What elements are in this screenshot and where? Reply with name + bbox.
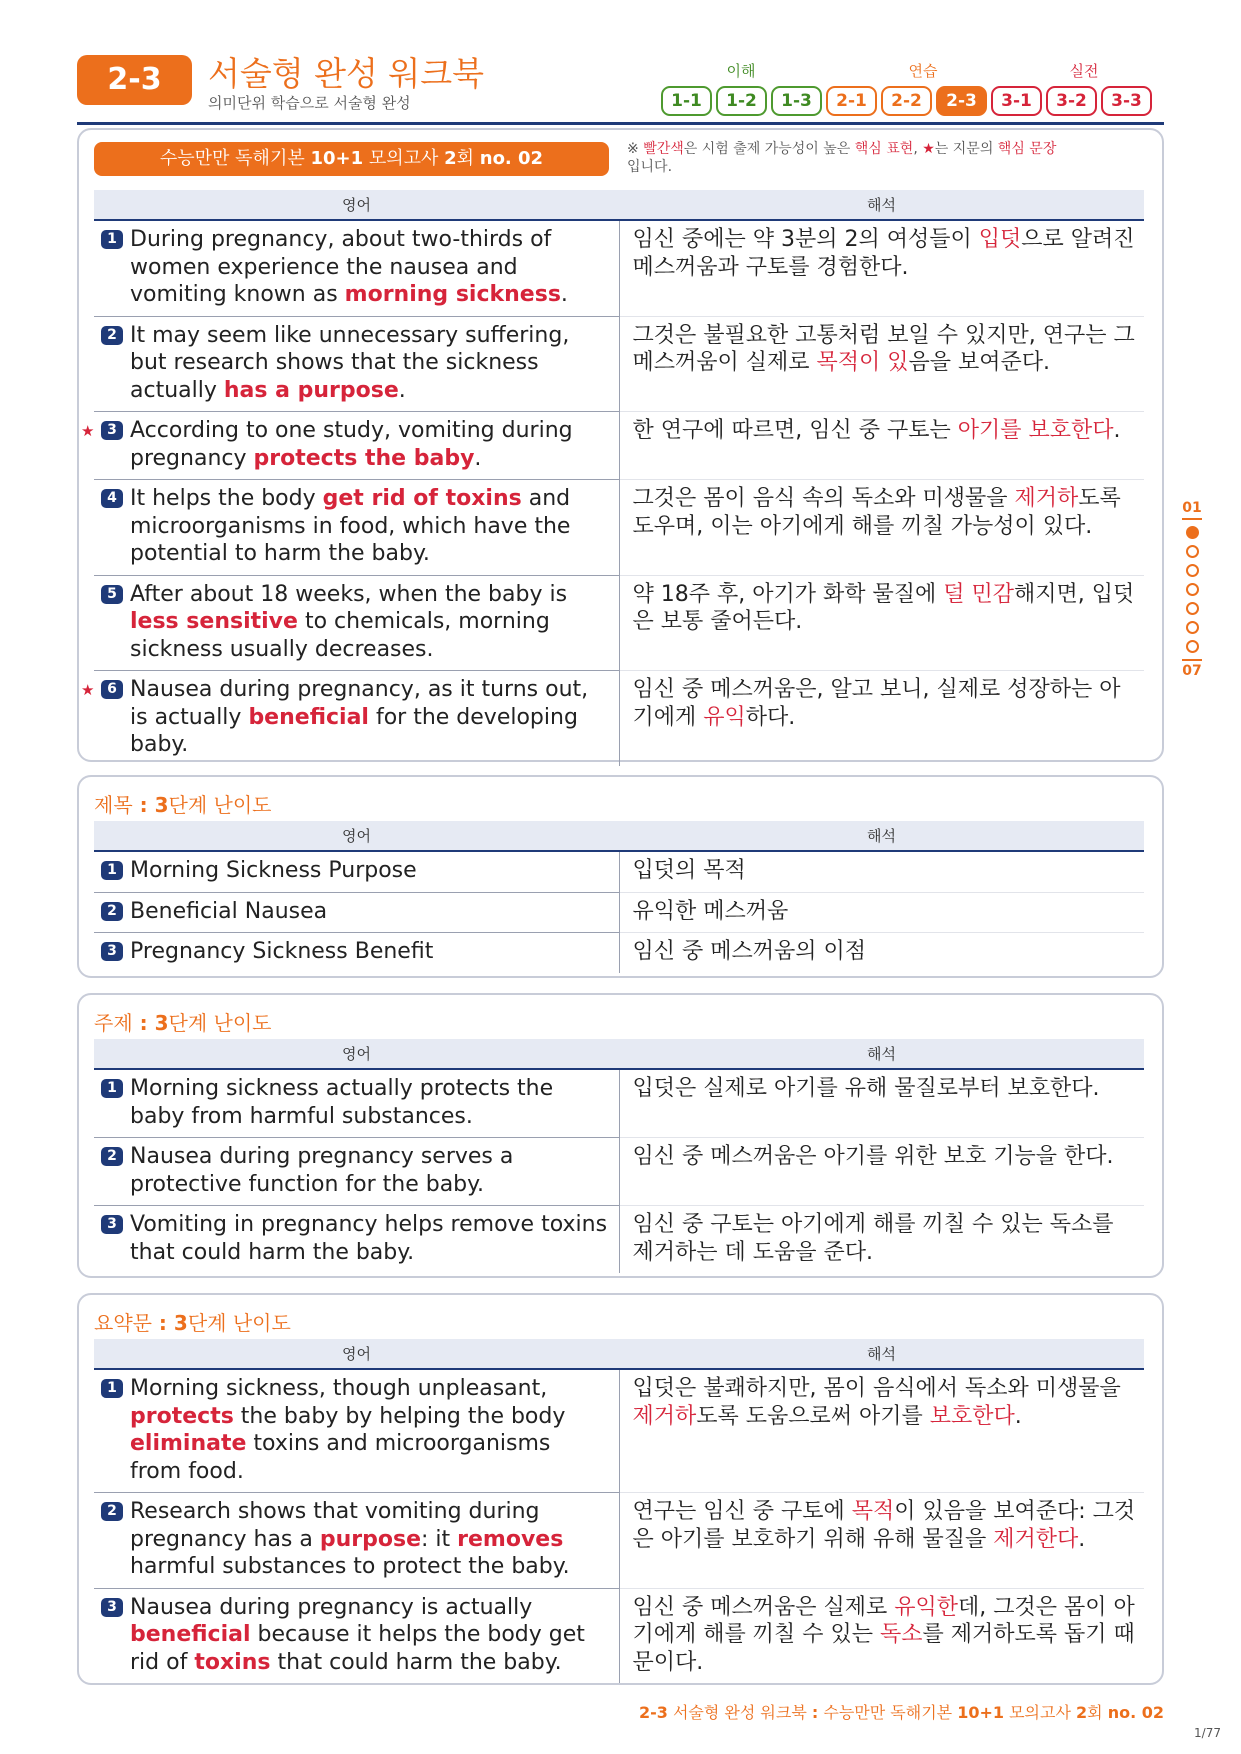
- text-segment: 음을 보여준다.: [908, 350, 1051, 375]
- page-subtitle: 의미단위 학습으로 서술형 완성: [208, 94, 411, 112]
- english-cell: [94, 1493, 619, 1589]
- row-number-badge: 3: [101, 1598, 123, 1617]
- column-header-korean: 해석: [619, 190, 1144, 220]
- key-expression: 제거하: [1014, 486, 1079, 511]
- text-segment: 으로 알려진 메스꺼움과 구토를 경험한다.: [632, 227, 1135, 280]
- korean-cell: [619, 1069, 1144, 1138]
- key-expression: 입덧: [978, 227, 1022, 252]
- table-row: [94, 220, 1144, 316]
- key-expression: less sensitive: [130, 609, 298, 634]
- text-segment: 하다.: [745, 704, 796, 730]
- row-number-badge: 2: [101, 902, 123, 921]
- text-segment: to chemicals, morning sickness usually decreases.: [130, 609, 550, 662]
- english-cell: [94, 1369, 619, 1493]
- key-expression: protects the baby: [253, 445, 475, 471]
- title-table: [94, 821, 1144, 973]
- english-cell: [94, 892, 619, 933]
- section-title: 주제 : 3단계 난이도: [94, 1011, 272, 1035]
- key-expression: 목적: [851, 1499, 895, 1524]
- page-footer: 2-3 서술형 완성 워크북 : 수능만만 독해기본 10+1 모의고사 2회 no. 02: [638, 1703, 1164, 1722]
- step-button-3-3[interactable]: 3-3: [1101, 86, 1152, 116]
- page-dot-icon[interactable]: [1186, 640, 1199, 653]
- text-segment: 한 연구에 따르면, 임신 중 구토는: [632, 418, 958, 443]
- text-segment: After about 18 weeks, when the baby is: [130, 581, 568, 607]
- key-expression: 유익: [703, 704, 746, 730]
- row-number-badge: 5: [101, 585, 123, 604]
- text-segment: 임신 중 메스꺼움은, 알고 보니, 실제로 성장하는 아기에게: [632, 677, 1121, 730]
- column-header-english: 영어: [94, 1339, 619, 1369]
- text-segment: Morning Sickness Purpose: [130, 858, 417, 883]
- key-expression: 목적이 있: [816, 350, 909, 375]
- table-row: [94, 1206, 1144, 1274]
- text-segment: the baby by helping the body: [233, 1403, 566, 1429]
- key-expression: protects: [130, 1403, 234, 1429]
- key-expression: 제거하: [632, 1403, 697, 1429]
- korean-cell: [619, 316, 1144, 412]
- text-segment: toxins and microorganisms from food.: [130, 1431, 551, 1484]
- text-segment: It may seem like unnecessary suffering, but research shows that the sickness actually: [130, 322, 570, 403]
- step-button-2-1[interactable]: 2-1: [826, 86, 877, 116]
- text-segment: Nausea during pregnancy, as it turns out, is actually: [130, 677, 589, 730]
- korean-cell: [619, 1138, 1144, 1206]
- text-segment: It helps the body: [130, 486, 323, 511]
- key-expression: beneficial: [248, 704, 369, 730]
- text-segment: 해지면, 입덧은 보통 줄어든다.: [632, 581, 1135, 634]
- key-expression: 유익한: [894, 1594, 959, 1620]
- column-header-korean: 해석: [619, 1039, 1144, 1069]
- theme-table: [94, 1039, 1144, 1273]
- column-header-korean: 해석: [619, 821, 1144, 851]
- korean-cell: [619, 851, 1144, 892]
- step-group-label: 연습: [908, 62, 938, 80]
- table-row: [94, 1069, 1144, 1138]
- row-number-badge: 2: [101, 1147, 123, 1166]
- english-cell: [94, 316, 619, 412]
- step-button-2-3[interactable]: 2-3: [936, 86, 987, 116]
- step-button-1-1[interactable]: 1-1: [661, 86, 712, 116]
- english-cell: [94, 1206, 619, 1274]
- side-nav-end: 07: [1182, 663, 1202, 679]
- korean-cell: [619, 933, 1144, 973]
- table-row: [94, 316, 1144, 412]
- page-side-navigation: [1180, 500, 1204, 679]
- text-segment: Beneficial Nausea: [130, 898, 328, 924]
- text-segment: 임신 중 메스꺼움은 실제로: [632, 1594, 895, 1620]
- row-number-badge: 1: [101, 1079, 123, 1098]
- key-expression: purpose: [319, 1526, 421, 1552]
- table-row: [94, 1369, 1144, 1493]
- page-dot-icon[interactable]: [1186, 583, 1199, 596]
- table-row: [94, 892, 1144, 933]
- text-segment: .: [1113, 418, 1121, 443]
- side-nav-divider: [1182, 518, 1202, 520]
- english-cell: [81, 412, 619, 480]
- english-cell: [94, 220, 619, 316]
- key-expression: toxins: [194, 1649, 271, 1675]
- passage-table: [81, 190, 1144, 766]
- text-segment: 이 있음을 보여준다: 그것은 아기를 보호하기 위해 유해 물질을: [632, 1499, 1136, 1552]
- column-header-korean: 해석: [619, 1339, 1144, 1369]
- text-segment: 입덧은 불쾌하지만, 몸이 음식에서 독소와 미생물을: [632, 1376, 1121, 1401]
- section-title: 요약문 : 3단계 난이도: [94, 1311, 291, 1335]
- page-number: 1/77: [1194, 1726, 1221, 1740]
- key-expression: eliminate: [130, 1431, 247, 1456]
- row-number-badge: 1: [101, 230, 123, 249]
- text-segment: 입덧은 실제로 아기를 유해 물질로부터 보호한다.: [632, 1076, 1100, 1101]
- korean-cell: [619, 671, 1144, 766]
- key-sentence-star-icon: ★: [81, 422, 95, 440]
- text-segment: 그것은 불필요한 고통처럼 보일 수 있지만, 연구는 그 메스꺼움이 실제로: [632, 322, 1135, 375]
- text-segment: During pregnancy, about two-thirds of women experience the nausea and vomiting known as: [130, 227, 552, 307]
- key-expression: beneficial: [130, 1622, 251, 1647]
- text-segment: 연구는 임신 중 구토에: [632, 1499, 852, 1524]
- text-segment: Pregnancy Sickness Benefit: [130, 939, 434, 964]
- key-expression: 덜 민감: [943, 581, 1014, 607]
- table-row: [94, 480, 1144, 576]
- row-number-badge: 3: [101, 1215, 123, 1234]
- text-segment: Morning sickness actually protects the baby from harmful substances.: [130, 1076, 554, 1129]
- text-segment: 임신 중 메스꺼움의 이점: [632, 939, 867, 964]
- theme-section-panel: [77, 993, 1164, 1278]
- row-number-badge: 4: [101, 489, 123, 508]
- page-dot-icon[interactable]: [1186, 621, 1199, 634]
- column-header-english: 영어: [94, 190, 619, 220]
- table-row: [94, 575, 1144, 671]
- page-dot-icon[interactable]: [1186, 564, 1199, 577]
- text-segment: 약 18주 후, 아기가 화학 물질에: [632, 581, 944, 607]
- summary-table: [94, 1339, 1144, 1683]
- text-segment: 그것은 몸이 음식 속의 독소와 미생물을: [632, 486, 1015, 511]
- text-segment: Vomiting in pregnancy helps remove toxins that could harm the baby.: [130, 1212, 608, 1265]
- text-segment: 데, 그것은 몸이 아기에게 해를 끼칠 수 있는: [632, 1594, 1135, 1647]
- text-segment: .: [560, 282, 568, 307]
- text-segment: 임신 중 메스꺼움은 아기를 위한 보호 기능을 한다.: [632, 1144, 1114, 1169]
- text-segment: Research shows that vomiting during pregnancy has a: [130, 1499, 540, 1552]
- step-navigation: [661, 86, 1152, 116]
- text-segment: 입덧의 목적: [632, 858, 746, 883]
- text-segment: that could harm the baby.: [270, 1649, 562, 1675]
- key-expression: 보호한다: [929, 1403, 1015, 1429]
- row-number-badge: 3: [101, 942, 123, 961]
- table-row: [94, 851, 1144, 892]
- english-cell: [94, 575, 619, 671]
- table-row: [94, 1588, 1144, 1683]
- summary-section-panel: [77, 1293, 1164, 1685]
- key-expression: 제거한다: [993, 1526, 1079, 1552]
- table-row: [94, 412, 1144, 480]
- section-title: 제목 : 3단계 난이도: [94, 793, 272, 817]
- english-cell: [94, 1588, 619, 1683]
- korean-cell: [619, 1369, 1144, 1493]
- key-expression: morning sickness: [344, 282, 561, 307]
- row-number-badge: 6: [101, 680, 123, 699]
- key-expression: 독소: [880, 1622, 923, 1647]
- page-dot-icon[interactable]: [1186, 545, 1199, 558]
- key-expression: 아기를 보호한다: [957, 418, 1114, 443]
- step-button-3-2[interactable]: 3-2: [1046, 86, 1097, 116]
- step-group-label: 이해: [726, 62, 756, 80]
- page-dot-icon[interactable]: [1186, 526, 1199, 539]
- row-number-badge: 2: [101, 1502, 123, 1521]
- text-segment: 유익한 메스꺼움: [632, 898, 789, 924]
- key-sentence-star-icon: ★: [81, 681, 95, 699]
- english-cell: [81, 671, 619, 766]
- side-nav-divider: [1182, 659, 1202, 661]
- english-cell: [94, 480, 619, 576]
- text-segment: 임신 중 구토는 아기에게 해를 끼칠 수 있는 독소를 제거하는 데 도움을 준다.: [632, 1212, 1114, 1265]
- page-title: 서술형 완성 워크북: [208, 54, 485, 93]
- side-nav-start: 01: [1182, 500, 1202, 516]
- text-segment: .: [1078, 1526, 1086, 1552]
- english-cell: [94, 851, 619, 892]
- text-segment: .: [1014, 1403, 1022, 1429]
- korean-cell: [619, 575, 1144, 671]
- text-segment: 도록 도우며, 이는 아기에게 해를 끼칠 가능성이 있다.: [632, 486, 1121, 539]
- korean-cell: [619, 1493, 1144, 1589]
- korean-cell: [619, 1206, 1144, 1274]
- english-cell: [94, 1138, 619, 1206]
- legend-note: ※ 빨간색은 시험 출제 가능성이 높은 핵심 표현, ★는 지문의 핵심 문장 입니다.: [627, 141, 1057, 175]
- section-badge: 2-3: [77, 55, 192, 105]
- column-header-english: 영어: [94, 1039, 619, 1069]
- column-header-english: 영어: [94, 821, 619, 851]
- text-segment: Nausea during pregnancy serves a protective function for the baby.: [130, 1144, 514, 1197]
- row-number-badge: 3: [101, 421, 123, 440]
- step-group-label: 실전: [1069, 62, 1099, 80]
- text-segment: for the developing baby.: [130, 704, 578, 757]
- text-segment: 도록 도움으로써 아기를: [696, 1403, 930, 1429]
- table-row: [94, 1138, 1144, 1206]
- table-row: [94, 671, 1144, 766]
- row-number-badge: 1: [101, 861, 123, 880]
- korean-cell: [619, 220, 1144, 316]
- english-cell: [94, 1069, 619, 1138]
- korean-cell: [619, 412, 1144, 480]
- key-expression: removes: [457, 1526, 564, 1552]
- row-number-badge: 2: [101, 326, 123, 345]
- header-divider: [77, 122, 1164, 125]
- text-segment: because it helps the body get rid of: [130, 1622, 585, 1675]
- step-button-3-1[interactable]: 3-1: [991, 86, 1042, 116]
- step-button-1-2[interactable]: 1-2: [716, 86, 767, 116]
- key-expression: get rid of toxins: [322, 486, 522, 511]
- table-row: [94, 1493, 1144, 1589]
- key-expression: has a purpose: [223, 377, 399, 403]
- korean-cell: [619, 1588, 1144, 1683]
- text-segment: and microorganisms in food, which have the potential to harm the baby.: [130, 486, 571, 566]
- text-segment: harmful substances to protect the baby.: [130, 1554, 570, 1579]
- english-cell: [94, 933, 619, 973]
- text-segment: : it: [421, 1526, 458, 1552]
- text-segment: Morning sickness, though unpleasant,: [130, 1376, 548, 1401]
- step-button-1-3[interactable]: 1-3: [771, 86, 822, 116]
- step-button-2-2[interactable]: 2-2: [881, 86, 932, 116]
- row-number-badge: 1: [101, 1379, 123, 1398]
- korean-cell: [619, 892, 1144, 933]
- korean-cell: [619, 480, 1144, 576]
- text-segment: .: [474, 445, 482, 471]
- page-dot-icon[interactable]: [1186, 602, 1199, 615]
- source-badge: 수능만만 독해기본 10+1 모의고사 2회 no. 02: [94, 142, 609, 176]
- text-segment: Nausea during pregnancy is actually: [130, 1594, 533, 1620]
- text-segment: .: [398, 377, 406, 403]
- passage-panel: [77, 128, 1164, 762]
- text-segment: According to one study, vomiting during pregnancy: [130, 418, 573, 471]
- text-segment: 임신 중에는 약 3분의 2의 여성들이: [632, 227, 979, 252]
- text-segment: 를 제거하도록 돕기 때문이다.: [632, 1622, 1135, 1675]
- title-section-panel: [77, 775, 1164, 978]
- table-row: [94, 933, 1144, 973]
